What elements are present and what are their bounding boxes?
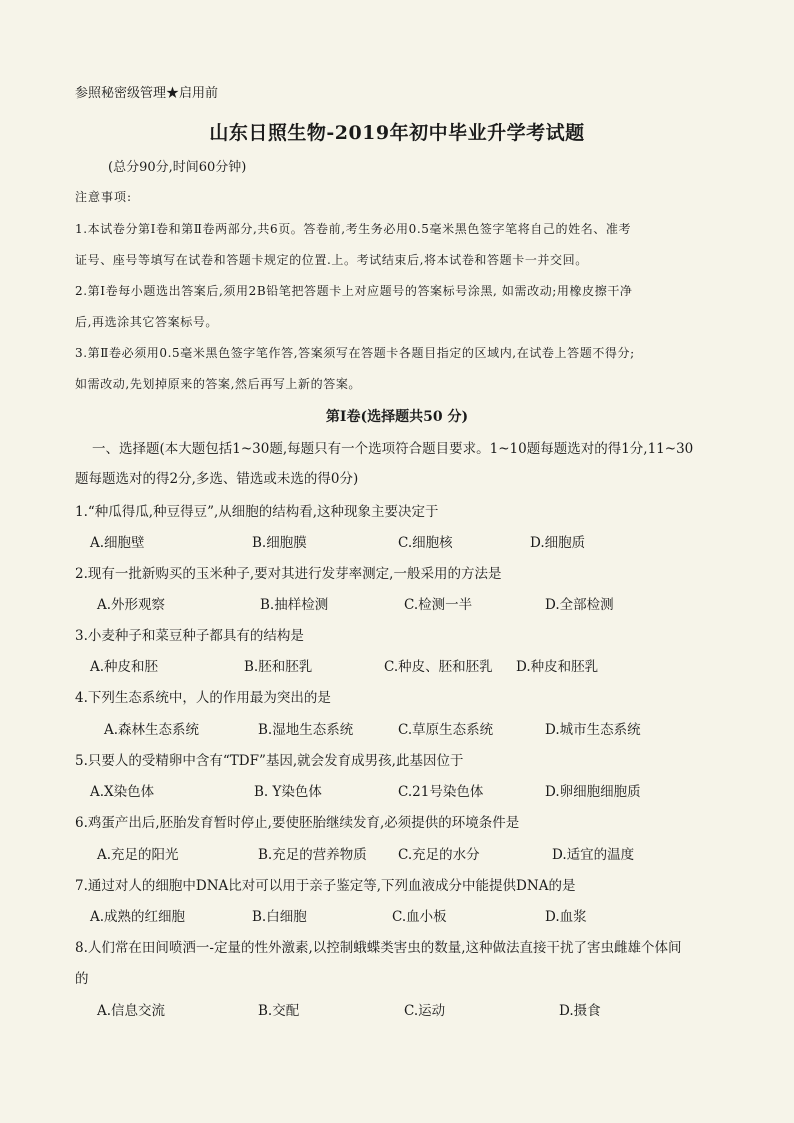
option-c: C.细胞核 [398,535,453,551]
option-d: D.摄食 [559,1003,601,1019]
option-a: A.充足的阳光 [97,847,179,863]
option-d: D.血浆 [545,909,587,925]
option-b: B.湿地生态系统 [258,722,354,738]
option-d: D.城市生态系统 [545,722,641,738]
option-b: B.抽样检测 [260,597,329,613]
question-stem: 8.人们常在田间喷洒一-定量的性外激素,以控制蛾蝶类害虫的数量,这种做法直接干扰了害虫雌雄个体间 [75,940,682,956]
option-d: D.全部检测 [545,597,614,613]
option-d: D.卵细胞细胞质 [545,784,641,800]
option-b: B. Y染色体 [254,784,322,800]
option-c: C.21号染色体 [398,784,484,800]
option-a: A.种皮和胚 [90,659,159,675]
option-b: B.胚和胚乳 [244,659,313,675]
option-b: B.白细胞 [252,909,307,925]
question-stem: 1.“种瓜得瓜,种豆得豆”,从细胞的结构看,这种现象主要决定于 [75,504,439,520]
option-b: B.交配 [258,1003,300,1019]
option-a: A.成熟的红细胞 [90,909,186,925]
question-stem: 2.现有一批新购买的玉米种子,要对其进行发芽率测定,一般采用的方法是 [75,566,502,582]
option-c: C.草原生态系统 [398,722,494,738]
option-d: D.适宜的温度 [552,847,635,863]
question-stem: 7.通过对人的细胞中DNA比对可以用于亲子鉴定等,下列血液成分中能提供DNA的是 [75,878,576,894]
notice-line: 3.第Ⅱ卷必须用0.5毫米黑色签字笔作答,答案须写在答题卡各题目指定的区域内,在试卷上答题不得分; [75,346,635,360]
notice-line: 1.本试卷分第Ⅰ卷和第Ⅱ卷两部分,共6页。答卷前,考生务必用0.5毫米黑色签字笔将自己的姓名、准考 [75,222,632,236]
notice-heading: 注意事项: [75,190,133,204]
option-c: C.种皮、胚和胚乳 [384,659,493,675]
secret-level-label: 参照秘密级管理★启用前 [75,86,219,101]
question-stem: 5.只要人的受精卵中含有“TDF”基因,就会发育成男孩,此基因位于 [75,753,464,769]
option-d: D.种皮和胚乳 [516,659,599,675]
question-stem: 4.下列生态系统中，人的作用最为突出的是 [75,690,331,706]
section-instruction: 一、选择题(本大题包括1~30题,每题只有一个选项符合题目要求。1~10题每题选对的得1分,11~30 [92,441,694,457]
option-b: B.充足的营养物质 [258,847,367,863]
notice-line: 后,再选涂其它答案标号。 [75,315,219,329]
option-a: A.森林生态系统 [104,722,200,738]
question-stem-continued: 的 [75,971,89,987]
section-title: 第Ⅰ卷(选择题共50 分) [325,409,469,425]
option-a: A.信息交流 [97,1003,166,1019]
option-c: C.检测一半 [404,597,473,613]
notice-line: 如需改动,先划掉原来的答案,然后再写上新的答案。 [75,377,362,391]
exam-title: 山东日照生物-2019年初中毕业升学考试题 [209,122,585,144]
option-a: A.X染色体 [90,784,155,800]
option-a: A.细胞壁 [90,535,145,551]
option-d: D.细胞质 [530,535,586,551]
option-c: C.血小板 [392,909,447,925]
exam-subtitle: (总分90分,时间60分钟) [108,160,247,175]
section-instruction: 题每题选对的得2分,多选、错选或未选的得0分) [75,471,359,487]
option-c: C.充足的水分 [398,847,480,863]
option-b: B.细胞膜 [252,535,307,551]
question-stem: 3.小麦种子和菜豆种子都具有的结构是 [75,628,304,644]
notice-line: 证号、座号等填写在试卷和答题卡规定的位置.上。考试结束后,将本试卷和答题卡一并交回。 [75,253,588,267]
option-c: C.运动 [404,1003,446,1019]
option-a: A.外形观察 [97,597,166,613]
question-stem: 6.鸡蛋产出后,胚胎发育暂时停止,要使胚胎继续发育,必须提供的环境条件是 [75,815,520,831]
notice-line: 2.第Ⅰ卷每小题选出答案后,须用2B铅笔把答题卡上对应题号的答案标号涂黑, 如需改动;用橡皮擦干净 [75,284,633,298]
